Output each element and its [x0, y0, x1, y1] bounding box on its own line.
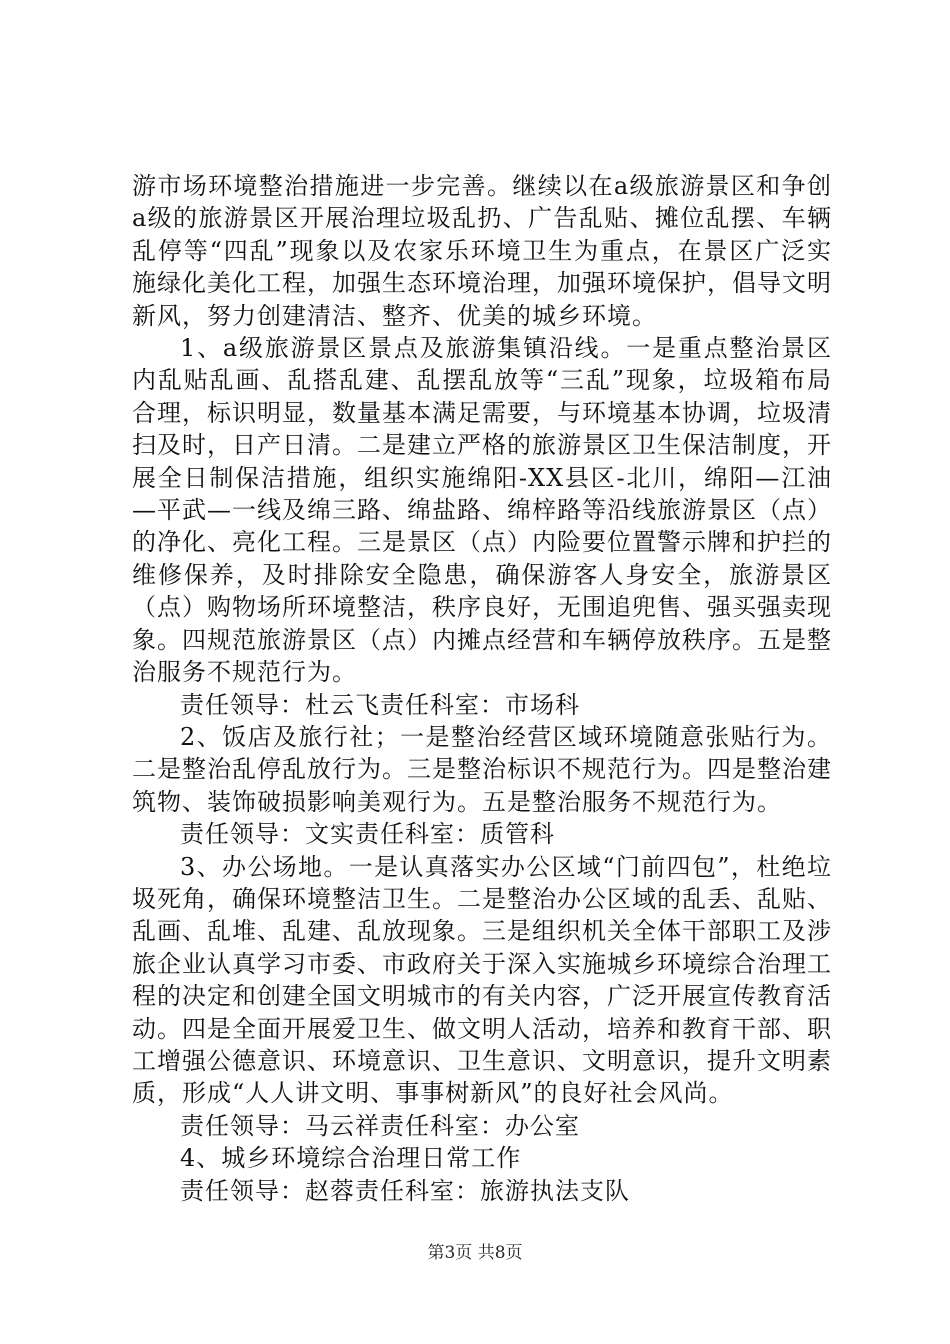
responsibility-line-3: 责任领导：马云祥责任科室：办公室 — [180, 1111, 580, 1140]
paragraph-continuation: 游市场环境整治措施进一步完善。继续以在a级旅游景区和争创a级的旅游景区开展治理垃圾乱扔、广告乱贴、摊位乱摆、车辆乱停等“四乱”现象以及农家乐环境卫生为重点，在景区广泛实施绿化美化工程，加强生态环境治理，加强环境保护，倡导文明新风，努力创建清洁、整齐、优美的城乡环境。 — [132, 172, 832, 330]
page-footer: 第3页 共8页 — [427, 1243, 523, 1263]
paragraph-item-2: 2、饭店及旅行社；一是整治经营区域环境随意张贴行为。二是整治乱停乱放行为。三是整治标识不规范行为。四是整治建筑物、装饰破损影响美观行为。五是整治服务不规范行为。 — [132, 722, 832, 816]
responsibility-line-2: 责任领导：文实责任科室：质管科 — [180, 820, 555, 849]
responsibility-line-1: 责任领导：杜云飞责任科室：市场科 — [180, 690, 580, 719]
responsibility-line-4: 责任领导：赵蓉责任科室：旅游执法支队 — [180, 1176, 630, 1205]
document-body — [132, 170, 832, 1207]
paragraph-item-1: 1、a级旅游景区景点及旅游集镇沿线。一是重点整治景区内乱贴乱画、乱搭乱建、乱摆乱放等“三乱”现象，垃圾箱布局合理，标识明显，数量基本满足需要，与环境基本协调，垃圾清扫及时，日产日清。二是建立严格的旅游景区卫生保洁制度，开展全日制保洁措施，组织实施绵阳-XX县区-北川，绵阳—江油—平武—一线及绵三路、绵盐路、绵梓路等沿线旅游景区（点）的净化、亮化工程。三是景区（点）内险要位置警示牌和护拦的维修保养，及时排除安全隐患，确保游客人身安全，旅游景区（点）购物场所环境整洁，秩序良好，无围追兜售、强买强卖现象。四规范旅游景区（点）内摊点经营和车辆停放秩序。五是整治服务不规范行为。 — [132, 334, 832, 687]
paragraph-item-4: 4、城乡环境综合治理日常工作 — [180, 1144, 522, 1173]
paragraph-item-3: 3、办公场地。一是认真落实办公区域“门前四包”，杜绝垃圾死角，确保环境整洁卫生。二是整治办公区域的乱丢、乱贴、乱画、乱堆、乱建、乱放现象。三是组织机关全体干部职工及涉旅企业认真学习市委、市政府关于深入实施城乡环境综合治理工程的决定和创建全国文明城市的有关内容，广泛开展宣传教育活动。四是全面开展爱卫生、做文明人活动，培养和教育干部、职工增强公德意识、环境意识、卫生意识、文明意识，提升文明素质，形成“人人讲文明、事事树新风”的良好社会风尚。 — [132, 852, 832, 1108]
